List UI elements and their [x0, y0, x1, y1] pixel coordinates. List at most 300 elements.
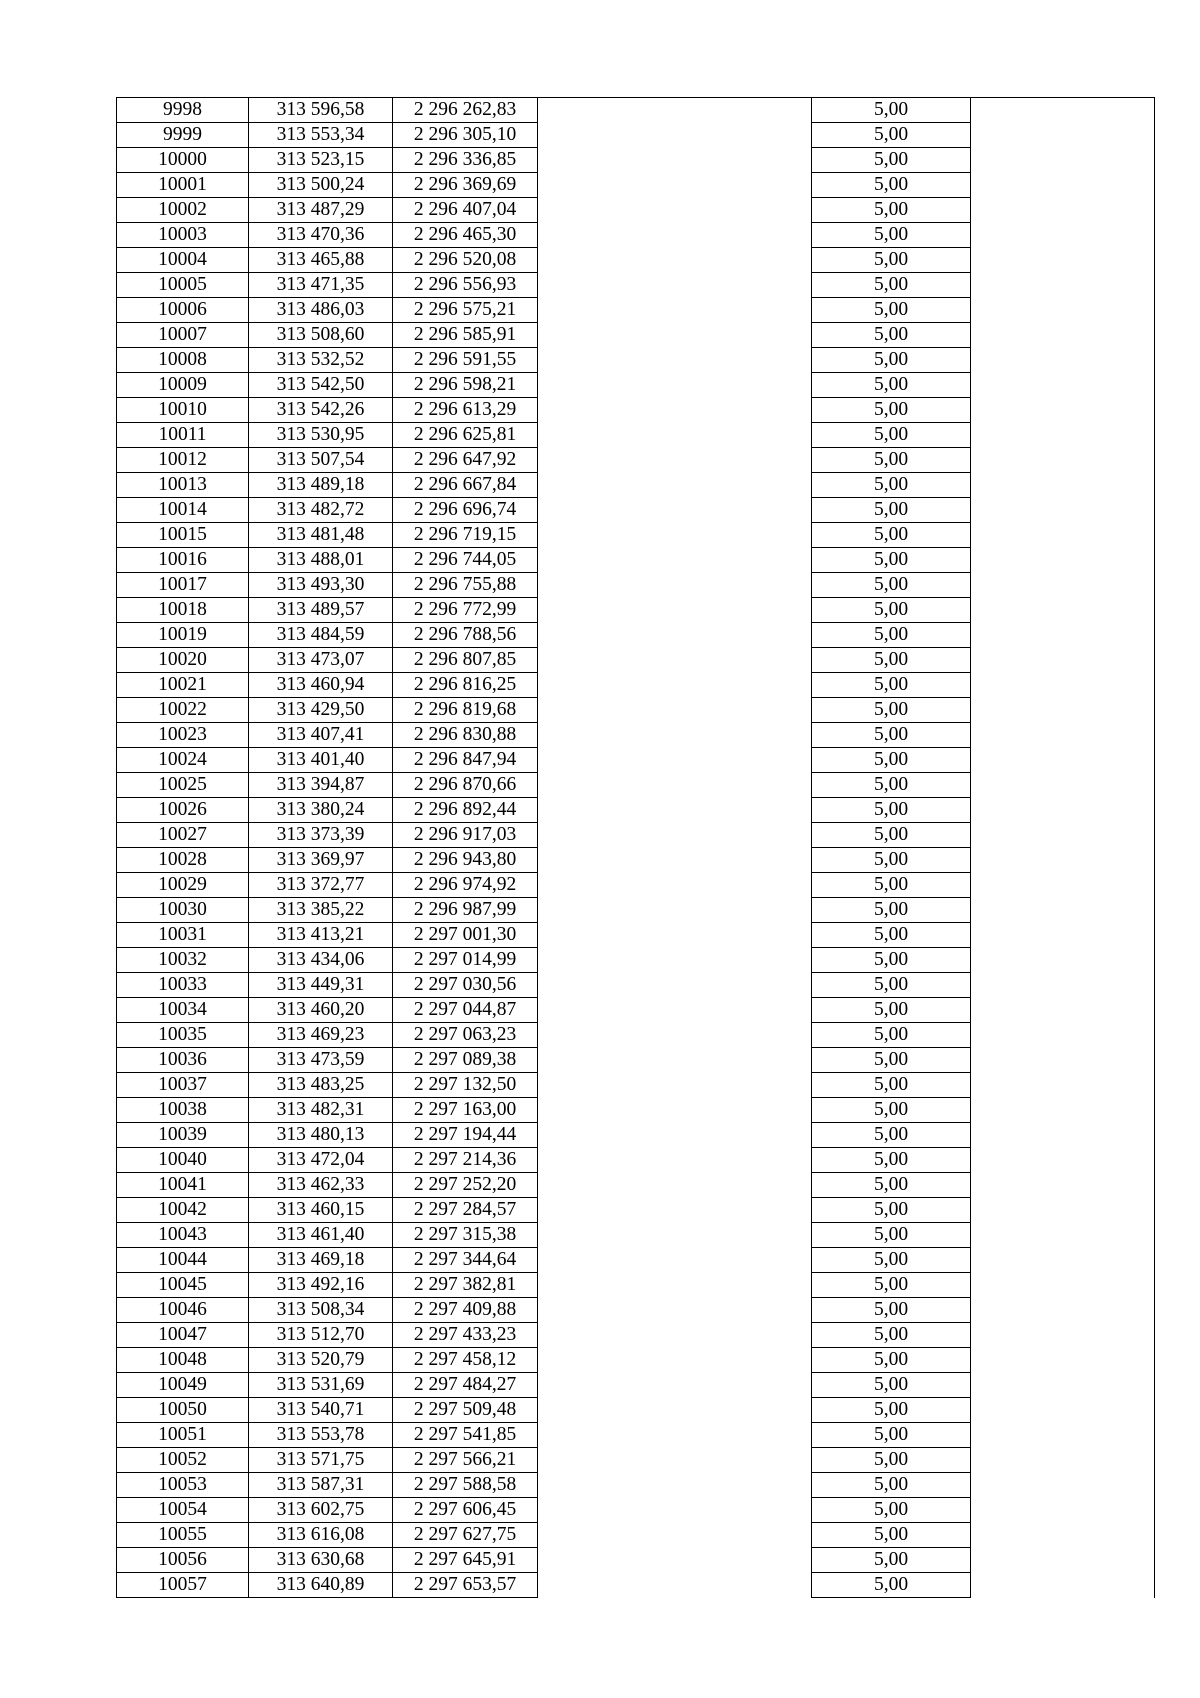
empty-cell: [538, 148, 812, 173]
point-number-cell: 10043: [117, 1223, 249, 1248]
value-cell: 5,00: [812, 398, 971, 423]
empty-cell: [538, 673, 812, 698]
empty-cell: [971, 1348, 1155, 1373]
empty-cell: [538, 323, 812, 348]
empty-cell: [971, 998, 1155, 1023]
point-number-cell: 10046: [117, 1298, 249, 1323]
value-cell: 5,00: [812, 598, 971, 623]
empty-cell: [538, 1123, 812, 1148]
empty-cell: [971, 398, 1155, 423]
y-coordinate-cell: 2 297 284,57: [393, 1198, 538, 1223]
table-row: [117, 1073, 1155, 1098]
empty-cell: [538, 348, 812, 373]
x-coordinate-cell: 313 507,54: [249, 448, 393, 473]
x-coordinate-cell: 313 471,35: [249, 273, 393, 298]
empty-cell: [538, 573, 812, 598]
table-row: [117, 348, 1155, 373]
empty-cell: [971, 973, 1155, 998]
empty-cell: [971, 1248, 1155, 1273]
point-number-cell: 10052: [117, 1448, 249, 1473]
value-cell: 5,00: [812, 1298, 971, 1323]
point-number-cell: 10049: [117, 1373, 249, 1398]
value-cell: 5,00: [812, 573, 971, 598]
value-cell: 5,00: [812, 773, 971, 798]
point-number-cell: 9999: [117, 123, 249, 148]
y-coordinate-cell: 2 297 588,58: [393, 1473, 538, 1498]
x-coordinate-cell: 313 394,87: [249, 773, 393, 798]
empty-cell: [971, 548, 1155, 573]
y-coordinate-cell: 2 297 001,30: [393, 923, 538, 948]
y-coordinate-cell: 2 296 755,88: [393, 573, 538, 598]
x-coordinate-cell: 313 587,31: [249, 1473, 393, 1498]
x-coordinate-cell: 313 482,72: [249, 498, 393, 523]
empty-cell: [971, 773, 1155, 798]
point-number-cell: 10023: [117, 723, 249, 748]
point-number-cell: 10009: [117, 373, 249, 398]
empty-cell: [971, 423, 1155, 448]
table-row: [117, 798, 1155, 823]
x-coordinate-cell: 313 465,88: [249, 248, 393, 273]
x-coordinate-cell: 313 520,79: [249, 1348, 393, 1373]
empty-cell: [538, 823, 812, 848]
empty-cell: [538, 923, 812, 948]
point-number-cell: 10033: [117, 973, 249, 998]
x-coordinate-cell: 313 553,34: [249, 123, 393, 148]
empty-cell: [538, 1423, 812, 1448]
point-number-cell: 10037: [117, 1073, 249, 1098]
y-coordinate-cell: 2 297 344,64: [393, 1248, 538, 1273]
y-coordinate-cell: 2 297 315,38: [393, 1223, 538, 1248]
x-coordinate-cell: 313 531,69: [249, 1373, 393, 1398]
point-number-cell: 10024: [117, 748, 249, 773]
y-coordinate-cell: 2 296 591,55: [393, 348, 538, 373]
y-coordinate-cell: 2 296 667,84: [393, 473, 538, 498]
point-number-cell: 10036: [117, 1048, 249, 1073]
value-cell: 5,00: [812, 373, 971, 398]
point-number-cell: 10011: [117, 423, 249, 448]
x-coordinate-cell: 313 640,89: [249, 1573, 393, 1598]
value-cell: 5,00: [812, 173, 971, 198]
value-cell: 5,00: [812, 1348, 971, 1373]
y-coordinate-cell: 2 296 847,94: [393, 748, 538, 773]
x-coordinate-cell: 313 530,95: [249, 423, 393, 448]
empty-cell: [971, 273, 1155, 298]
empty-cell: [971, 1048, 1155, 1073]
point-number-cell: 10054: [117, 1498, 249, 1523]
x-coordinate-cell: 313 493,30: [249, 573, 393, 598]
table-row: [117, 598, 1155, 623]
table-row: [117, 1223, 1155, 1248]
y-coordinate-cell: 2 297 541,85: [393, 1423, 538, 1448]
value-cell: 5,00: [812, 823, 971, 848]
table-row: [117, 1298, 1155, 1323]
point-number-cell: 10038: [117, 1098, 249, 1123]
point-number-cell: 10032: [117, 948, 249, 973]
value-cell: 5,00: [812, 148, 971, 173]
value-cell: 5,00: [812, 1273, 971, 1298]
empty-cell: [538, 1448, 812, 1473]
point-number-cell: 10012: [117, 448, 249, 473]
y-coordinate-cell: 2 297 509,48: [393, 1398, 538, 1423]
empty-cell: [538, 198, 812, 223]
point-number-cell: 10021: [117, 673, 249, 698]
y-coordinate-cell: 2 297 014,99: [393, 948, 538, 973]
empty-cell: [971, 1398, 1155, 1423]
point-number-cell: 10027: [117, 823, 249, 848]
value-cell: 5,00: [812, 1323, 971, 1348]
y-coordinate-cell: 2 296 772,99: [393, 598, 538, 623]
table-row: [117, 373, 1155, 398]
value-cell: 5,00: [812, 1473, 971, 1498]
table-row: [117, 1498, 1155, 1523]
x-coordinate-cell: 313 460,15: [249, 1198, 393, 1223]
x-coordinate-cell: 313 571,75: [249, 1448, 393, 1473]
empty-cell: [538, 723, 812, 748]
value-cell: 5,00: [812, 698, 971, 723]
value-cell: 5,00: [812, 298, 971, 323]
value-cell: 5,00: [812, 423, 971, 448]
empty-cell: [971, 498, 1155, 523]
empty-cell: [538, 1548, 812, 1573]
value-cell: 5,00: [812, 1248, 971, 1273]
y-coordinate-cell: 2 296 336,85: [393, 148, 538, 173]
value-cell: 5,00: [812, 1573, 971, 1598]
table-row: [117, 973, 1155, 998]
x-coordinate-cell: 313 380,24: [249, 798, 393, 823]
point-number-cell: 10010: [117, 398, 249, 423]
empty-cell: [971, 1448, 1155, 1473]
x-coordinate-cell: 313 372,77: [249, 873, 393, 898]
value-cell: 5,00: [812, 1098, 971, 1123]
y-coordinate-cell: 2 297 044,87: [393, 998, 538, 1023]
table-row: [117, 548, 1155, 573]
table-row: [117, 398, 1155, 423]
empty-cell: [538, 748, 812, 773]
empty-cell: [971, 98, 1155, 123]
y-coordinate-cell: 2 297 484,27: [393, 1373, 538, 1398]
y-coordinate-cell: 2 297 252,20: [393, 1173, 538, 1198]
empty-cell: [971, 573, 1155, 598]
empty-cell: [538, 298, 812, 323]
value-cell: 5,00: [812, 1448, 971, 1473]
empty-cell: [971, 1573, 1155, 1598]
value-cell: 5,00: [812, 498, 971, 523]
table-row: [117, 873, 1155, 898]
value-cell: 5,00: [812, 748, 971, 773]
empty-cell: [971, 948, 1155, 973]
table-row: [117, 773, 1155, 798]
empty-cell: [971, 298, 1155, 323]
empty-cell: [538, 498, 812, 523]
value-cell: 5,00: [812, 1373, 971, 1398]
y-coordinate-cell: 2 296 788,56: [393, 623, 538, 648]
empty-cell: [971, 1523, 1155, 1548]
value-cell: 5,00: [812, 623, 971, 648]
empty-cell: [538, 1398, 812, 1423]
empty-cell: [538, 473, 812, 498]
table-row: [117, 998, 1155, 1023]
empty-cell: [971, 598, 1155, 623]
empty-cell: [971, 1273, 1155, 1298]
value-cell: 5,00: [812, 273, 971, 298]
point-number-cell: 10017: [117, 573, 249, 598]
point-number-cell: 10004: [117, 248, 249, 273]
empty-cell: [971, 1548, 1155, 1573]
x-coordinate-cell: 313 508,60: [249, 323, 393, 348]
point-number-cell: 10025: [117, 773, 249, 798]
x-coordinate-cell: 313 434,06: [249, 948, 393, 973]
empty-cell: [971, 1373, 1155, 1398]
y-coordinate-cell: 2 296 575,21: [393, 298, 538, 323]
table-row: [117, 1348, 1155, 1373]
table-row: [117, 1098, 1155, 1123]
x-coordinate-cell: 313 460,94: [249, 673, 393, 698]
value-cell: 5,00: [812, 1123, 971, 1148]
x-coordinate-cell: 313 469,23: [249, 1023, 393, 1048]
empty-cell: [538, 623, 812, 648]
table-row: [117, 273, 1155, 298]
value-cell: 5,00: [812, 323, 971, 348]
y-coordinate-cell: 2 296 974,92: [393, 873, 538, 898]
x-coordinate-cell: 313 482,31: [249, 1098, 393, 1123]
empty-cell: [971, 473, 1155, 498]
point-number-cell: 10005: [117, 273, 249, 298]
empty-cell: [538, 698, 812, 723]
point-number-cell: 10028: [117, 848, 249, 873]
empty-cell: [538, 1198, 812, 1223]
table-row: [117, 1198, 1155, 1223]
empty-cell: [538, 223, 812, 248]
x-coordinate-cell: 313 429,50: [249, 698, 393, 723]
empty-cell: [971, 873, 1155, 898]
empty-cell: [971, 348, 1155, 373]
point-number-cell: 10055: [117, 1523, 249, 1548]
table-row: [117, 848, 1155, 873]
value-cell: 5,00: [812, 98, 971, 123]
empty-cell: [971, 648, 1155, 673]
y-coordinate-cell: 2 296 585,91: [393, 323, 538, 348]
empty-cell: [538, 1373, 812, 1398]
empty-cell: [971, 698, 1155, 723]
point-number-cell: 10001: [117, 173, 249, 198]
x-coordinate-cell: 313 500,24: [249, 173, 393, 198]
value-cell: 5,00: [812, 548, 971, 573]
empty-cell: [538, 948, 812, 973]
y-coordinate-cell: 2 297 132,50: [393, 1073, 538, 1098]
y-coordinate-cell: 2 297 566,21: [393, 1448, 538, 1473]
point-number-cell: 10042: [117, 1198, 249, 1223]
x-coordinate-cell: 313 542,50: [249, 373, 393, 398]
empty-cell: [971, 523, 1155, 548]
empty-cell: [538, 548, 812, 573]
empty-cell: [538, 98, 812, 123]
value-cell: 5,00: [812, 348, 971, 373]
empty-cell: [538, 1148, 812, 1173]
x-coordinate-cell: 313 483,25: [249, 1073, 393, 1098]
value-cell: 5,00: [812, 1073, 971, 1098]
empty-cell: [538, 273, 812, 298]
value-cell: 5,00: [812, 648, 971, 673]
y-coordinate-cell: 2 296 819,68: [393, 698, 538, 723]
point-number-cell: 10014: [117, 498, 249, 523]
empty-cell: [971, 323, 1155, 348]
point-number-cell: 10045: [117, 1273, 249, 1298]
value-cell: 5,00: [812, 473, 971, 498]
point-number-cell: 10051: [117, 1423, 249, 1448]
table-row: [117, 1023, 1155, 1048]
empty-cell: [971, 623, 1155, 648]
empty-cell: [538, 523, 812, 548]
empty-cell: [971, 448, 1155, 473]
empty-cell: [538, 1298, 812, 1323]
x-coordinate-cell: 313 489,18: [249, 473, 393, 498]
empty-cell: [971, 848, 1155, 873]
table-row: [117, 198, 1155, 223]
value-cell: 5,00: [812, 448, 971, 473]
y-coordinate-cell: 2 297 458,12: [393, 1348, 538, 1373]
y-coordinate-cell: 2 297 645,91: [393, 1548, 538, 1573]
y-coordinate-cell: 2 297 214,36: [393, 1148, 538, 1173]
point-number-cell: 10031: [117, 923, 249, 948]
table-row: [117, 1048, 1155, 1073]
empty-cell: [538, 1523, 812, 1548]
x-coordinate-cell: 313 630,68: [249, 1548, 393, 1573]
y-coordinate-cell: 2 296 305,10: [393, 123, 538, 148]
table-row: [117, 698, 1155, 723]
empty-cell: [971, 1473, 1155, 1498]
x-coordinate-cell: 313 472,04: [249, 1148, 393, 1173]
point-number-cell: 10006: [117, 298, 249, 323]
value-cell: 5,00: [812, 1198, 971, 1223]
y-coordinate-cell: 2 296 807,85: [393, 648, 538, 673]
y-coordinate-cell: 2 297 627,75: [393, 1523, 538, 1548]
table-row: [117, 323, 1155, 348]
point-number-cell: 10002: [117, 198, 249, 223]
empty-cell: [538, 1223, 812, 1248]
x-coordinate-cell: 313 449,31: [249, 973, 393, 998]
empty-cell: [538, 398, 812, 423]
x-coordinate-cell: 313 462,33: [249, 1173, 393, 1198]
x-coordinate-cell: 313 488,01: [249, 548, 393, 573]
empty-cell: [971, 198, 1155, 223]
y-coordinate-cell: 2 297 030,56: [393, 973, 538, 998]
x-coordinate-cell: 313 489,57: [249, 598, 393, 623]
value-cell: 5,00: [812, 1173, 971, 1198]
x-coordinate-cell: 313 369,97: [249, 848, 393, 873]
point-number-cell: 10003: [117, 223, 249, 248]
point-number-cell: 10056: [117, 1548, 249, 1573]
value-cell: 5,00: [812, 1048, 971, 1073]
empty-cell: [538, 1273, 812, 1298]
x-coordinate-cell: 313 473,59: [249, 1048, 393, 1073]
y-coordinate-cell: 2 297 163,00: [393, 1098, 538, 1123]
empty-cell: [971, 1098, 1155, 1123]
point-number-cell: 10050: [117, 1398, 249, 1423]
x-coordinate-cell: 313 596,58: [249, 98, 393, 123]
empty-cell: [971, 148, 1155, 173]
y-coordinate-cell: 2 296 369,69: [393, 173, 538, 198]
point-number-cell: 10026: [117, 798, 249, 823]
empty-cell: [538, 1348, 812, 1373]
table-row: [117, 1123, 1155, 1148]
empty-cell: [538, 373, 812, 398]
x-coordinate-cell: 313 461,40: [249, 1223, 393, 1248]
empty-cell: [538, 648, 812, 673]
table-row: [117, 473, 1155, 498]
table-row: [117, 1573, 1155, 1598]
value-cell: 5,00: [812, 123, 971, 148]
table-row: [117, 823, 1155, 848]
empty-cell: [538, 248, 812, 273]
table-row: [117, 1398, 1155, 1423]
y-coordinate-cell: 2 296 744,05: [393, 548, 538, 573]
table-row: [117, 1448, 1155, 1473]
table-row: [117, 573, 1155, 598]
y-coordinate-cell: 2 296 892,44: [393, 798, 538, 823]
value-cell: 5,00: [812, 723, 971, 748]
point-number-cell: 10020: [117, 648, 249, 673]
point-number-cell: 10030: [117, 898, 249, 923]
x-coordinate-cell: 313 469,18: [249, 1248, 393, 1273]
x-coordinate-cell: 313 523,15: [249, 148, 393, 173]
point-number-cell: 10013: [117, 473, 249, 498]
empty-cell: [971, 223, 1155, 248]
table-row: [117, 1473, 1155, 1498]
table-row: [117, 1548, 1155, 1573]
y-coordinate-cell: 2 296 816,25: [393, 673, 538, 698]
value-cell: 5,00: [812, 1498, 971, 1523]
point-number-cell: 10047: [117, 1323, 249, 1348]
value-cell: 5,00: [812, 873, 971, 898]
y-coordinate-cell: 2 296 719,15: [393, 523, 538, 548]
empty-cell: [538, 1023, 812, 1048]
y-coordinate-cell: 2 296 830,88: [393, 723, 538, 748]
point-number-cell: 10035: [117, 1023, 249, 1048]
x-coordinate-cell: 313 473,07: [249, 648, 393, 673]
y-coordinate-cell: 2 296 465,30: [393, 223, 538, 248]
value-cell: 5,00: [812, 1023, 971, 1048]
value-cell: 5,00: [812, 1423, 971, 1448]
x-coordinate-cell: 313 553,78: [249, 1423, 393, 1448]
point-number-cell: 10048: [117, 1348, 249, 1373]
point-number-cell: 10018: [117, 598, 249, 623]
point-number-cell: 10039: [117, 1123, 249, 1148]
value-cell: 5,00: [812, 1223, 971, 1248]
y-coordinate-cell: 2 297 194,44: [393, 1123, 538, 1148]
table-row: [117, 498, 1155, 523]
empty-cell: [971, 723, 1155, 748]
empty-cell: [538, 773, 812, 798]
table-row: [117, 1248, 1155, 1273]
table-row: [117, 1373, 1155, 1398]
x-coordinate-cell: 313 542,26: [249, 398, 393, 423]
empty-cell: [971, 1148, 1155, 1173]
point-number-cell: 10015: [117, 523, 249, 548]
x-coordinate-cell: 313 385,22: [249, 898, 393, 923]
x-coordinate-cell: 313 540,71: [249, 1398, 393, 1423]
point-number-cell: 10041: [117, 1173, 249, 1198]
value-cell: 5,00: [812, 998, 971, 1023]
empty-cell: [971, 898, 1155, 923]
x-coordinate-cell: 313 470,36: [249, 223, 393, 248]
table-row: [117, 148, 1155, 173]
point-number-cell: 10016: [117, 548, 249, 573]
empty-cell: [538, 798, 812, 823]
empty-cell: [971, 123, 1155, 148]
table-row: [117, 673, 1155, 698]
point-number-cell: 10019: [117, 623, 249, 648]
empty-cell: [538, 598, 812, 623]
